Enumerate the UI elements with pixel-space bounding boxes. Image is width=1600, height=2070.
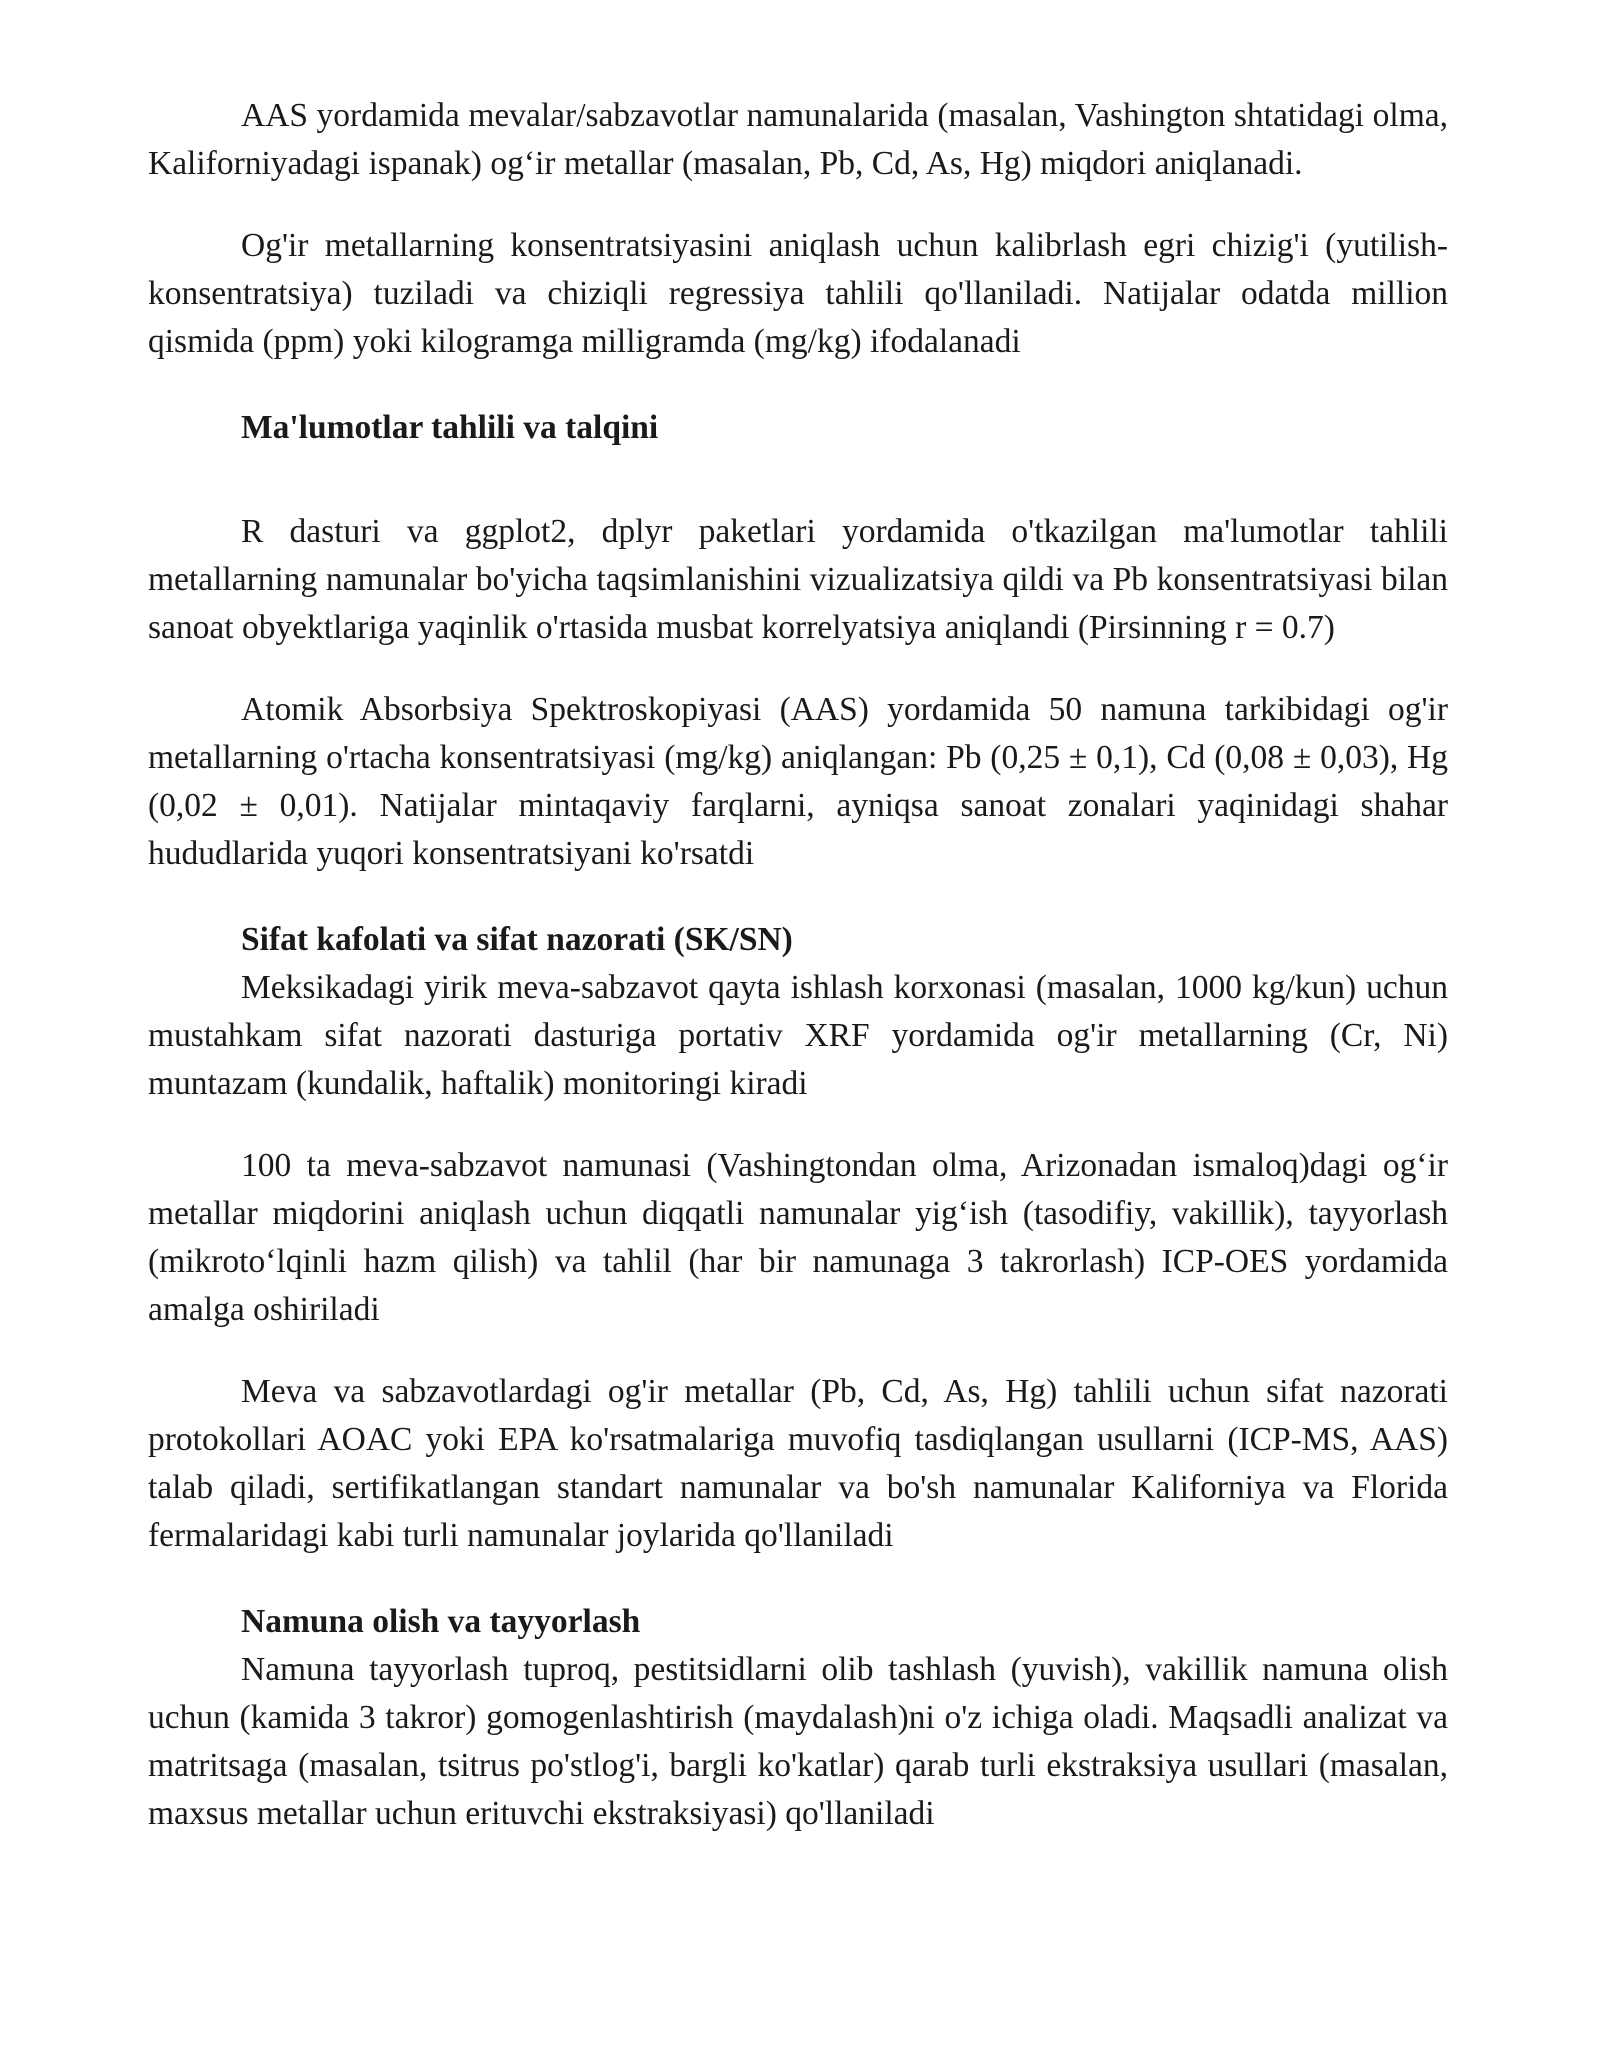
document-body (148, 92, 1448, 1838)
paragraph-100-samples: 100 ta meva-sabzavot namunasi (Vashingtondan olma, Arizonadan ismaloq)dagi og‘ir metallar miqdorini aniqlash uchun diqqatli namunalar yig‘ish (tasodifiy, vakillik), tayyorlash (mikroto‘lqinli hazm qilish) va tahlil (har bir namunaga 3 takrorlash) ICP-OES yordamida amalga oshiriladi (148, 1147, 1448, 1328)
paragraph-qc-protocols: Meva va sabzavotlardagi og'ir metallar (Pb, Cd, As, Hg) tahlili uchun sifat nazorati protokollari AOAC yoki EPA ko'rsatmalariga muvofiq tasdiqlangan usullarni (ICP-MS, AAS) talab qiladi, sertifikatlangan standart namunalar va bo'sh namunalar Kaliforniya va Florida fermalaridagi kabi turli namunalar joylarida qo'llaniladi (148, 1373, 1448, 1554)
paragraph-mexico-plant: Meksikadagi yirik meva-sabzavot qayta ishlash korxonasi (masalan, 1000 kg/kun) uchun mustahkam sifat nazorati dasturiga portativ XRF yordamida og'ir metallarning (Cr, Ni) muntazam (kundalik, haftalik) monitoringi kiradi (148, 969, 1448, 1102)
heading-quality-assurance: Sifat kafolati va sifat nazorati (SK/SN) (241, 921, 793, 958)
heading-data-analysis: Ma'lumotlar tahlili va talqini (241, 409, 659, 446)
paragraph-aas-concentrations: Atomik Absorbsiya Spektroskopiyasi (AAS) yordamida 50 namuna tarkibidagi og'ir metallarning o'rtacha konsentratsiyasi (mg/kg) aniqlangan: Pb (0,25 ± 0,1), Cd (0,08 ± 0,03), Hg (0,02 ± 0,01). Natijalar mintaqaviy farqlarni, ayniqsa sanoat zonalari yaqinidagi shahar hududlarida yuqori konsentratsiyani ko'rsatdi (148, 691, 1448, 872)
paragraph-calibration-curve: Og'ir metallarning konsentratsiyasini aniqlash uchun kalibrlash egri chizig'i (yutilish-konsentratsiya) tuziladi va chiziqli regressiya tahlili qo'llaniladi. Natijalar odatda million qismida (ppm) yoki kilogramga milligramda (mg/kg) ifodalanadi (148, 227, 1448, 360)
heading-sampling-preparation: Namuna olish va tayyorlash (241, 1603, 641, 1640)
paragraph-r-analysis: R dasturi va ggplot2, dplyr paketlari yordamida o'tkazilgan ma'lumotlar tahlili metallarning namunalar bo'yicha taqsimlanishini vizualizatsiya qildi va Pb konsentratsiyasi bilan sanoat obyektlariga yaqinlik o'rtasida musbat korrelyatsiya aniqlandi (Pirsinning r = 0.7) (148, 513, 1448, 646)
paragraph-aas-fruit-samples: AAS yordamida mevalar/sabzavotlar namunalarida (masalan, Vashington shtatidagi olma, Kaliforniyadagi ispanak) og‘ir metallar (masalan, Pb, Cd, As, Hg) miqdori aniqlanadi. (148, 97, 1448, 182)
paragraph-sample-preparation: Namuna tayyorlash tuproq, pestitsidlarni olib tashlash (yuvish), vakillik namuna olish uchun (kamida 3 takror) gomogenlashtirish (maydalash)ni o'z ichiga oladi. Maqsadli analizat va matritsaga (masalan, tsitrus po'stlog'i, bargli ko'katlar) qarab turli ekstraksiya usullari (masalan, maxsus metallar uchun erituvchi ekstraksiyasi) qo'llaniladi (148, 1651, 1448, 1832)
